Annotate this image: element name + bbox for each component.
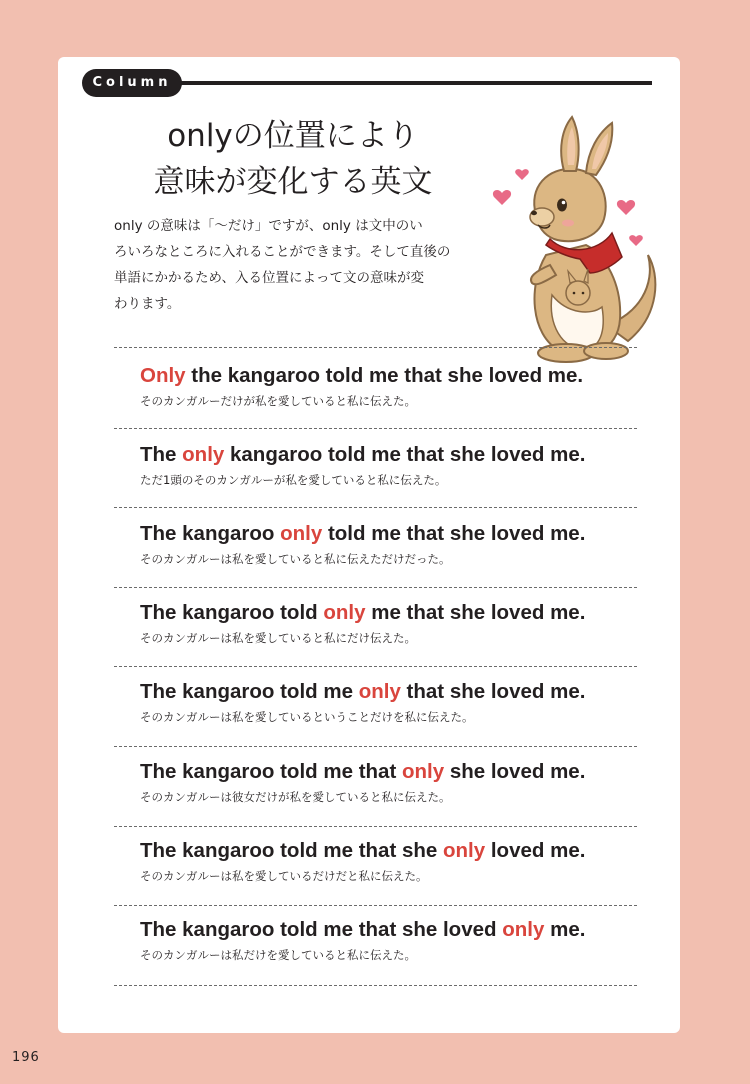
japanese-translation: そのカンガルーは私だけを愛していると私に伝えた。 bbox=[140, 948, 416, 962]
dashed-divider bbox=[114, 985, 637, 986]
english-sentence: The kangaroo only told me that she loved me. bbox=[140, 522, 586, 545]
english-sentence: The kangaroo told me only that she loved me. bbox=[140, 680, 586, 703]
japanese-translation: そのカンガルーは私を愛していると私に伝えただけだった。 bbox=[140, 552, 451, 566]
english-sentence: The kangaroo told only me that she loved me. bbox=[140, 601, 586, 624]
english-sentence: The kangaroo told me that she loved only me. bbox=[140, 918, 586, 941]
intro-line-2: ろいろなところに入れることができます。そして直後の bbox=[114, 244, 451, 260]
example-row-4 bbox=[140, 600, 630, 647]
dashed-divider bbox=[114, 587, 637, 588]
only-highlight: only bbox=[443, 839, 486, 862]
page-title bbox=[98, 113, 488, 205]
kangaroo-mascot-icon bbox=[488, 105, 668, 369]
only-highlight: Only bbox=[140, 364, 186, 387]
intro-line-4: わります。 bbox=[114, 296, 181, 312]
dashed-divider bbox=[114, 428, 637, 429]
japanese-translation: ただ1頭のそのカンガルーが私を愛していると私に伝えた。 bbox=[140, 473, 447, 487]
example-row-5 bbox=[140, 679, 630, 726]
example-row-8 bbox=[140, 917, 630, 964]
example-row-7 bbox=[140, 838, 630, 885]
dashed-divider bbox=[114, 347, 637, 348]
dashed-divider bbox=[114, 905, 637, 906]
dashed-divider bbox=[114, 507, 637, 508]
dashed-divider bbox=[114, 746, 637, 747]
english-sentence: The only kangaroo told me that she loved me. bbox=[140, 443, 586, 466]
intro-paragraph bbox=[114, 213, 486, 317]
only-highlight: only bbox=[182, 443, 225, 466]
only-highlight: only bbox=[358, 680, 401, 703]
page-number: 196 bbox=[12, 1050, 40, 1065]
english-sentence: The kangaroo told me that she only loved me. bbox=[140, 839, 586, 862]
header-rule bbox=[176, 81, 652, 85]
dashed-divider bbox=[114, 666, 637, 667]
japanese-translation: そのカンガルーは私を愛しているということだけを私に伝えた。 bbox=[140, 710, 474, 724]
example-row-1 bbox=[140, 363, 630, 410]
japanese-translation: そのカンガルーは私を愛していると私にだけ伝えた。 bbox=[140, 631, 416, 645]
dashed-divider bbox=[114, 826, 637, 827]
example-row-2 bbox=[140, 442, 630, 489]
english-sentence: The kangaroo told me that only she loved me. bbox=[140, 760, 586, 783]
japanese-translation: そのカンガルーは彼女だけが私を愛していると私に伝えた。 bbox=[140, 790, 451, 804]
only-highlight: only bbox=[502, 918, 545, 941]
japanese-translation: そのカンガルーだけが私を愛していると私に伝えた。 bbox=[140, 394, 416, 408]
only-highlight: only bbox=[323, 601, 366, 624]
title-line-1: onlyの位置により bbox=[167, 118, 419, 154]
only-highlight: only bbox=[401, 760, 445, 783]
japanese-translation: そのカンガルーは私を愛しているだけだと私に伝えた。 bbox=[140, 869, 428, 883]
only-highlight: only bbox=[280, 522, 323, 545]
column-label: Column bbox=[82, 69, 182, 97]
example-row-6 bbox=[140, 759, 630, 806]
column-card bbox=[58, 57, 680, 1033]
title-line-2: 意味が変化する英文 bbox=[153, 164, 433, 200]
example-row-3 bbox=[140, 521, 630, 568]
english-sentence: Only the kangaroo told me that she loved me. bbox=[140, 364, 584, 387]
intro-line-3: 単語にかかるため、入る位置によって文の意味が変 bbox=[114, 270, 424, 286]
intro-line-1: only の意味は「～だけ」ですが、only は文中のい bbox=[114, 218, 423, 234]
